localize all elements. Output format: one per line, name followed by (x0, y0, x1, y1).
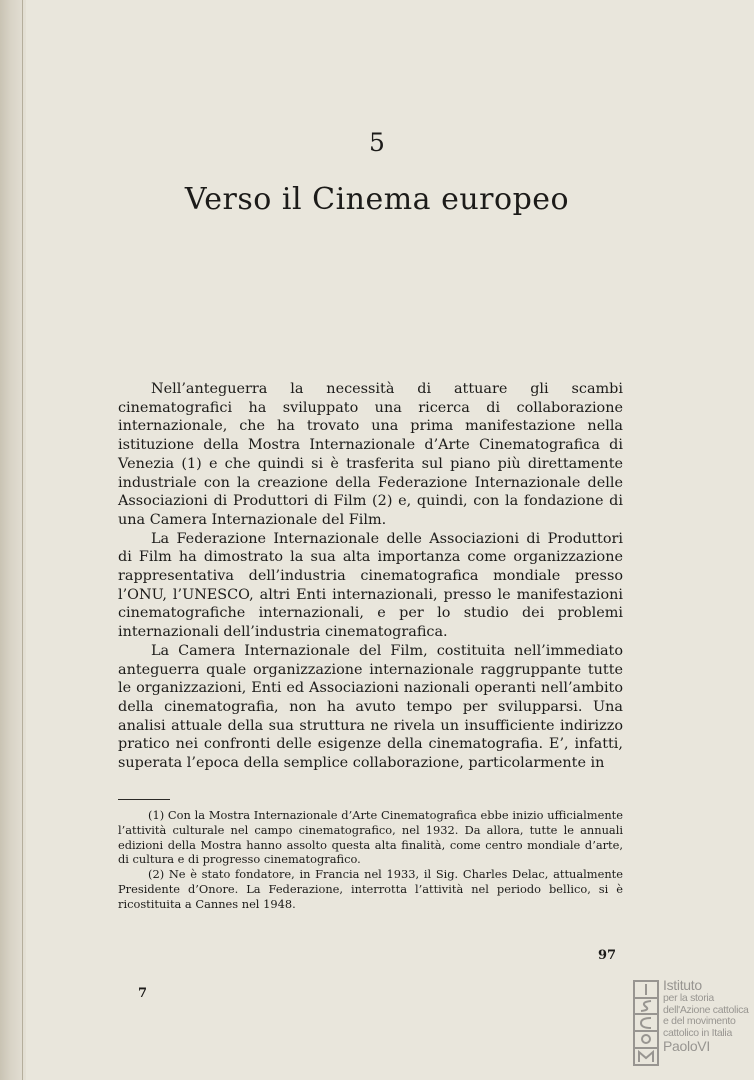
watermark-line-3: dell'Azione cattolica (663, 1003, 749, 1016)
watermark (633, 978, 751, 1070)
watermark-line-1: Istituto (663, 977, 702, 993)
paragraph-1: Nell’anteguerra la necessità di attuare gli scambi cinematografici ha sviluppato una ricerca di collaborazione internazionale, che ha trovato una prima manifestazione nella istituzione della Mostra Internazionale d’Arte Cinematografica di Venezia (1) e che quindi si è trasferita sul piano più direttamente industriale con la creazione della Federazione Internazionale delle Associazioni di Produttori di Film (2) e, quindi, con la fondazione di una Camera Internazionale del Film. (118, 381, 623, 528)
footnote-1: (1) Con la Mostra Internazionale d’Arte Cinematografica ebbe inizio ufficialmente l’attività culturale nel campo cinematografico, nel 1932. Da allora, tutte le annuali edizioni della Mostra hanno assolto questa alta finalità, come centro mondiale d’arte, di cultura e di progresso cinematografico. (118, 808, 623, 867)
footnotes (118, 808, 623, 912)
watermark-line-6: PaoloVI (663, 1038, 710, 1055)
watermark-text (663, 978, 751, 1054)
page-binding-line (22, 0, 23, 1080)
paragraph-3: La Camera Internazionale del Film, costituita nell’immediato anteguerra quale organizzazione internazionale raggruppante tutte le organizzazioni, Enti ed Associazioni nazionali operanti nell’ambito della cinematografia, non ha avuto tempo per svilupparsi. Una analisi attuale della sua struttura ne rivela un insufficiente indirizzo pratico nei confronti delle esigenze della cinematografia. E’, infatti, superata l’epoca della semplice collaborazione, particolarmente in (118, 642, 623, 772)
chapter-title: Verso il Cinema europeo (184, 182, 570, 217)
paragraph-2: La Federazione Internazionale delle Associazioni di Produttori di Film ha dimostrato la sua alta importanza come organizzazione rappresentativa dell’industria cinematografica mondiale presso l’ONU, l’UNESCO, altri Enti internazionali, presso le manifestazioni cinematografiche internazionali, e per lo studio dei problemi internazionali dell’industria cinematografica. (118, 530, 623, 641)
body-text (118, 380, 623, 773)
watermark-line-2: per la storia (663, 992, 714, 1004)
watermark-line-5: cattolico in Italia (663, 1026, 733, 1039)
footnote-2: (2) Ne è stato fondatore, in Francia nel 1933, il Sig. Charles Delac, attualmente Presidente d’Onore. La Federazione, interrotta l’attività nel periodo bellico, si è ricostituita a Cannes nel 1948. (118, 867, 623, 911)
watermark-line-4: e del movimento (663, 1015, 736, 1028)
page-number: 97 (598, 948, 617, 963)
signature-mark: 7 (138, 986, 148, 1001)
chapter-number: 5 (369, 128, 385, 157)
isacem-logo-icon (633, 980, 659, 1066)
footnote-divider (118, 799, 170, 800)
